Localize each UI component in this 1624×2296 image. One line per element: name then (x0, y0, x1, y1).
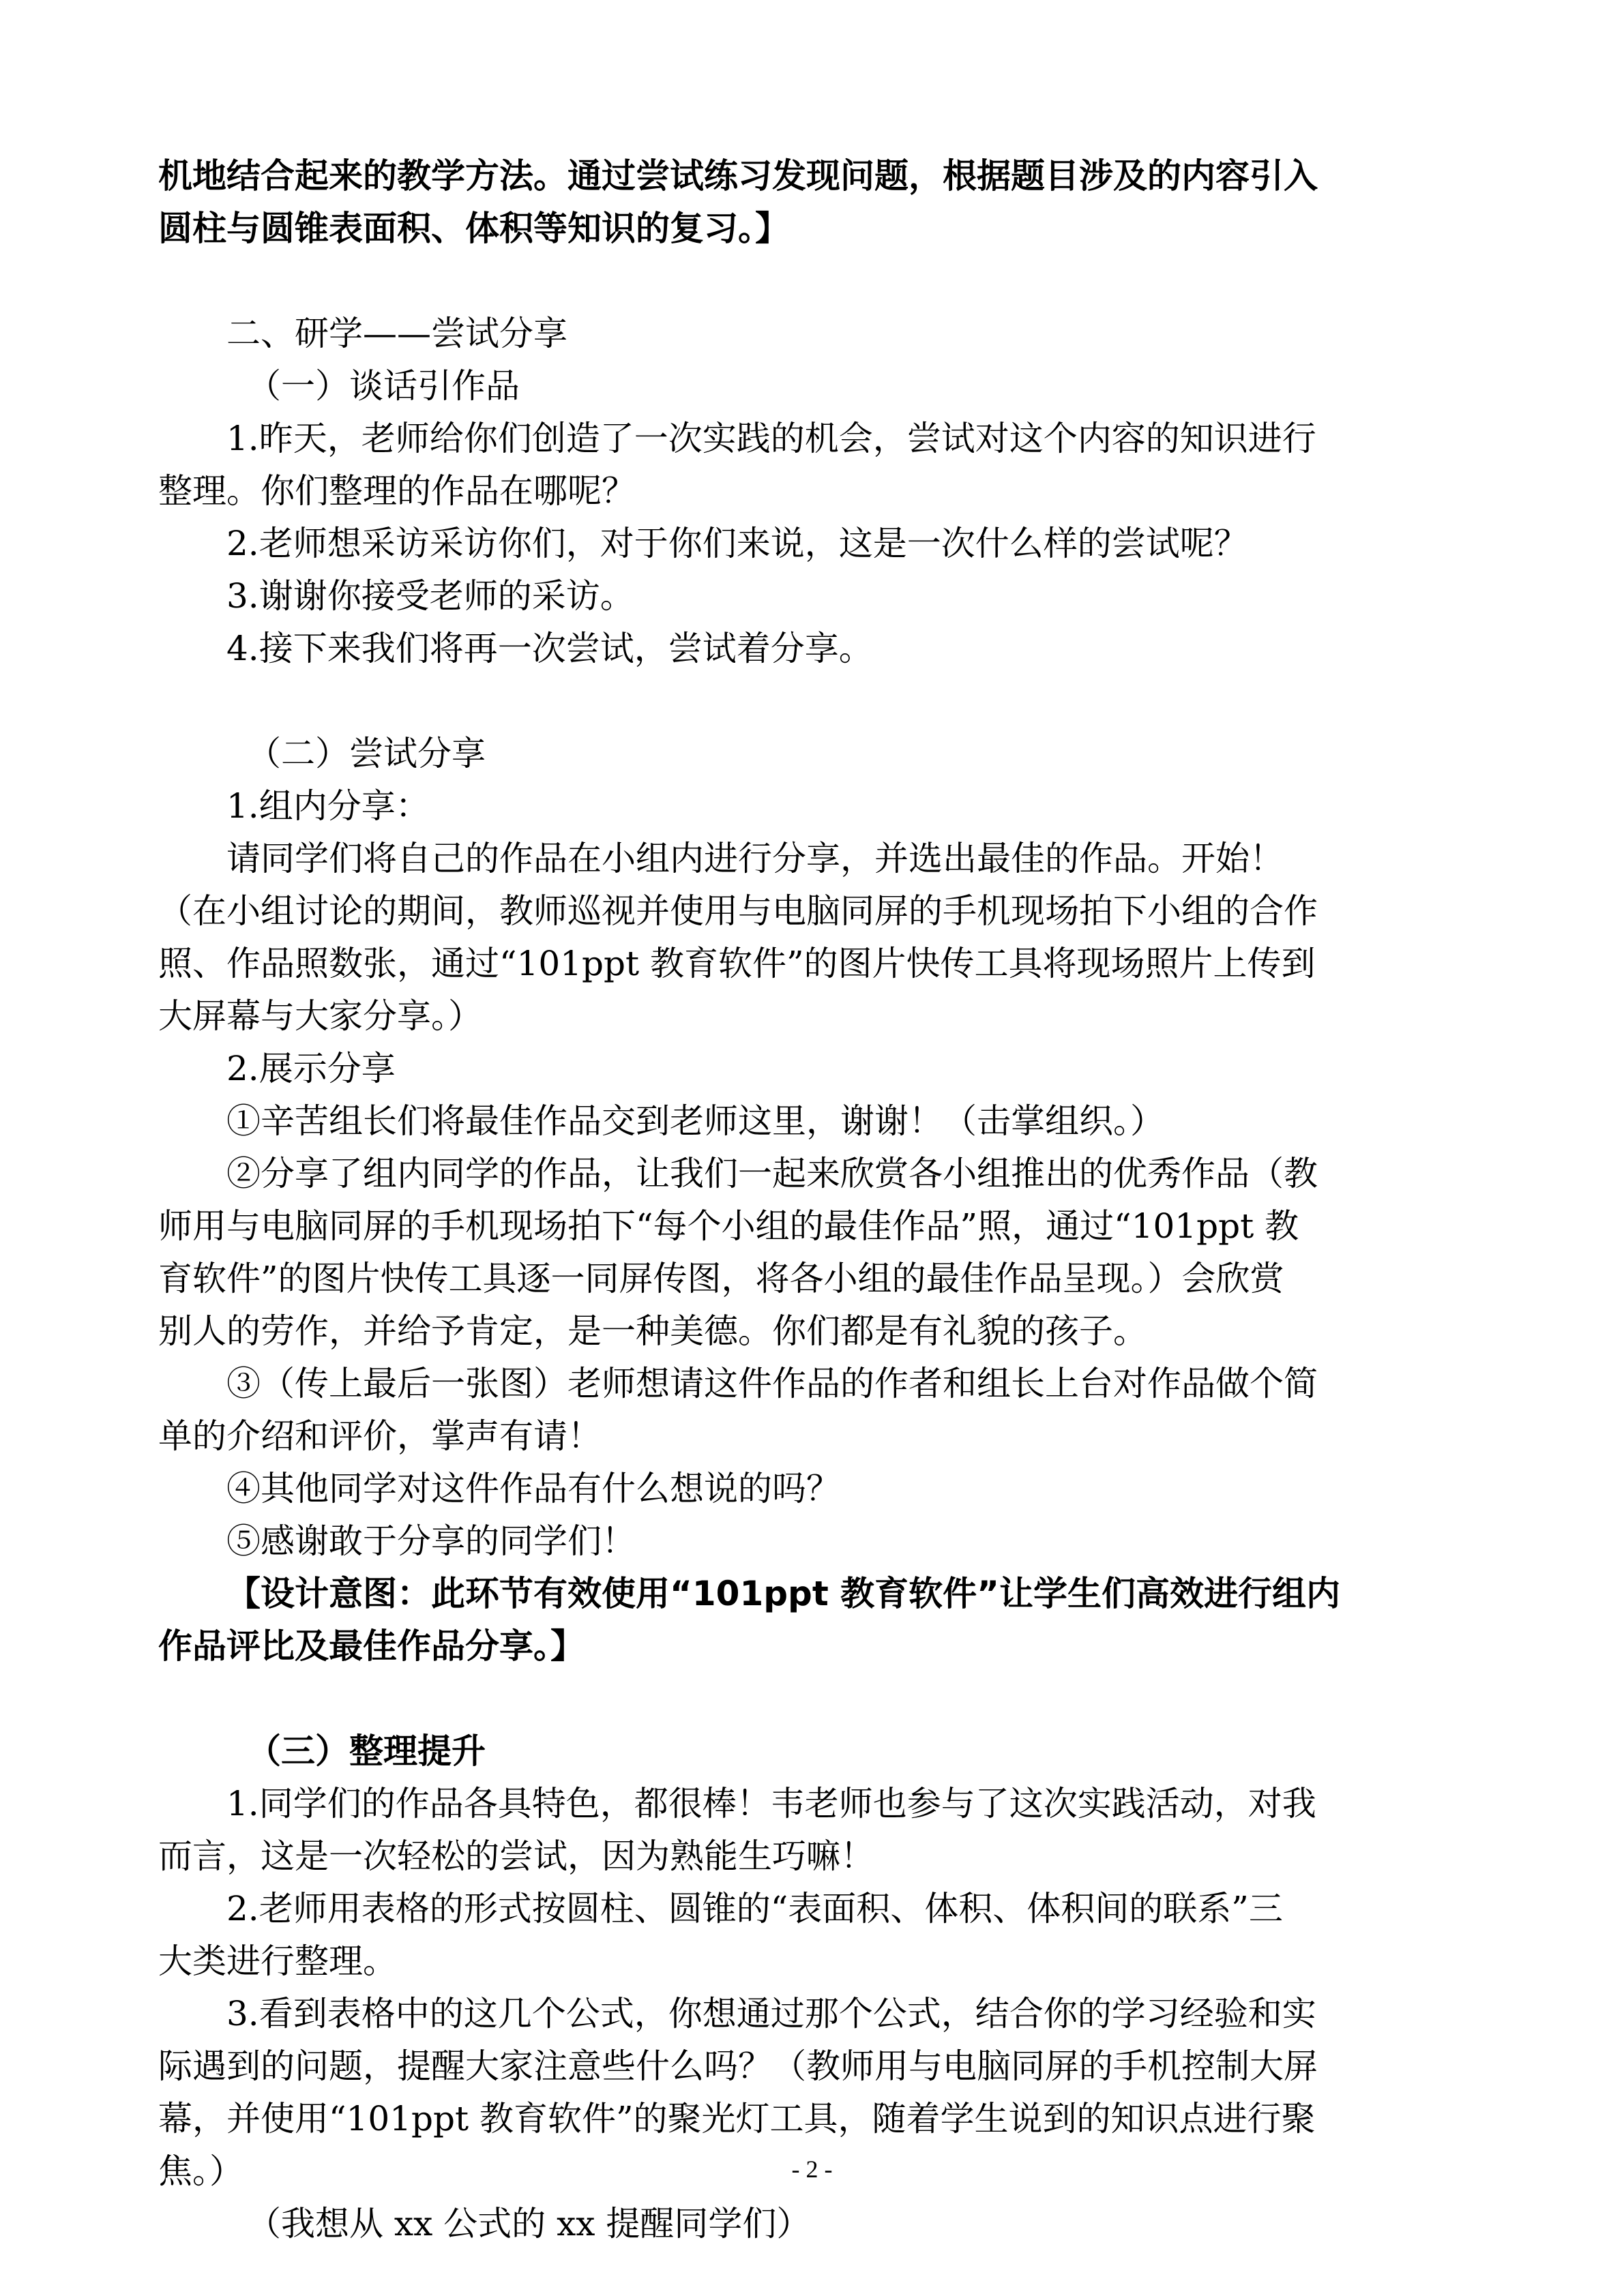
document-body (158, 150, 1468, 2250)
spacer (158, 1673, 1468, 1725)
subsection-title: （一）谈话引作品 (247, 366, 520, 406)
paragraph-line: 别人的劳作，并给予肯定，是一种美德。你们都是有礼貌的孩子。 (158, 1311, 1147, 1351)
paragraph-line: 大屏幕与大家分享。） (158, 996, 482, 1036)
paragraph-line: 焦。） (158, 2151, 243, 2191)
paragraph-line: 1.昨天，老师给你们创造了一次实践的机会，尝试对这个内容的知识进行 (226, 419, 1316, 458)
paragraph-line: 3.看到表格中的这几个公式，你想通过那个公式，结合你的学习经验和实 (226, 1994, 1316, 2033)
paragraph-line: ④其他同学对这件作品有什么想说的吗？ (226, 1469, 840, 1508)
paragraph-line: 1.同学们的作品各具特色，都很棒！韦老师也参与了这次实践活动，对我 (226, 1784, 1316, 1823)
paragraph-line: 而言，这是一次轻松的尝试，因为熟能生巧嘛！ (158, 1836, 874, 1876)
paragraph-line: 2.展示分享 (226, 1049, 396, 1088)
paragraph-line: ①辛苦组长们将最佳作品交到老师这里，谢谢！（击掌组织。） (226, 1101, 1164, 1141)
paragraph-line: ②分享了组内同学的作品，让我们一起来欣赏各小组推出的优秀作品（教 (226, 1154, 1318, 1193)
paragraph-line: ③（传上最后一张图）老师想请这件作品的作者和组长上台对作品做个简 (226, 1364, 1318, 1403)
paragraph-line: 照、作品照数张，通过“101ppt 教育软件”的图片快传工具将现场照片上传到 (158, 944, 1316, 983)
design-intent: 【设计意图：此环节有效使用“101ppt 教育软件”让学生们高效进行组内 (226, 1574, 1340, 1613)
intro-line: 圆柱与圆锥表面积、体积等知识的复习。】 (158, 209, 789, 248)
paragraph-line: 整理。你们整理的作品在哪呢？ (158, 471, 636, 511)
paragraph-line: （我想从 xx 公式的 xx 提醒同学们） (247, 2204, 811, 2243)
paragraph-line: 师用与电脑同屏的手机现场拍下“每个小组的最佳作品”照，通过“101ppt 教 (158, 1206, 1299, 1246)
paragraph-line: 2.老师想采访采访你们，对于你们来说，这是一次什么样的尝试呢？ (226, 524, 1248, 563)
subsection-title: （二）尝试分享 (247, 734, 486, 773)
paragraph-line: 幕，并使用“101ppt 教育软件”的聚光灯工具，随着学生说到的知识点进行聚 (158, 2099, 1316, 2138)
paragraph-line: 育软件”的图片快传工具逐一同屏传图，将各小组的最佳作品呈现。）会欣赏 (158, 1259, 1284, 1298)
paragraph-line: 3.谢谢你接受老师的采访。 (226, 576, 634, 616)
design-intent: 作品评比及最佳作品分享。】 (158, 1626, 585, 1666)
paragraph-line: 大类进行整理。 (158, 1941, 397, 1981)
paragraph-line: 4.接下来我们将再一次尝试，尝试着分享。 (226, 629, 873, 668)
paragraph-line: 请同学们将自己的作品在小组内进行分享，并选出最佳的作品。开始！ (226, 839, 1284, 878)
spacer (158, 675, 1468, 728)
paragraph-line: 2.老师用表格的形式按圆柱、圆锥的“表面积、体积、体积间的联系”三 (226, 1889, 1283, 1928)
spacer (158, 255, 1468, 308)
page-number: - 2 - (791, 2156, 833, 2183)
paragraph-line: （在小组讨论的期间，教师巡视并使用与电脑同屏的手机现场拍下小组的合作 (158, 891, 1318, 931)
paragraph-line: 1.组内分享： (226, 786, 430, 826)
paragraph-line: ⑤感谢敢于分享的同学们！ (226, 1521, 636, 1561)
paragraph-line: 单的介绍和评价，掌声有请！ (158, 1416, 602, 1456)
intro-line: 机地结合起来的教学方法。通过尝试练习发现问题，根据题目涉及的内容引入 (158, 156, 1318, 196)
subsection-title: （三）整理提升 (247, 1731, 486, 1771)
paragraph-line: 际遇到的问题，提醒大家注意些什么吗？（教师用与电脑同屏的手机控制大屏 (158, 2046, 1318, 2086)
section-heading: 二、研学——尝试分享 (226, 314, 567, 353)
